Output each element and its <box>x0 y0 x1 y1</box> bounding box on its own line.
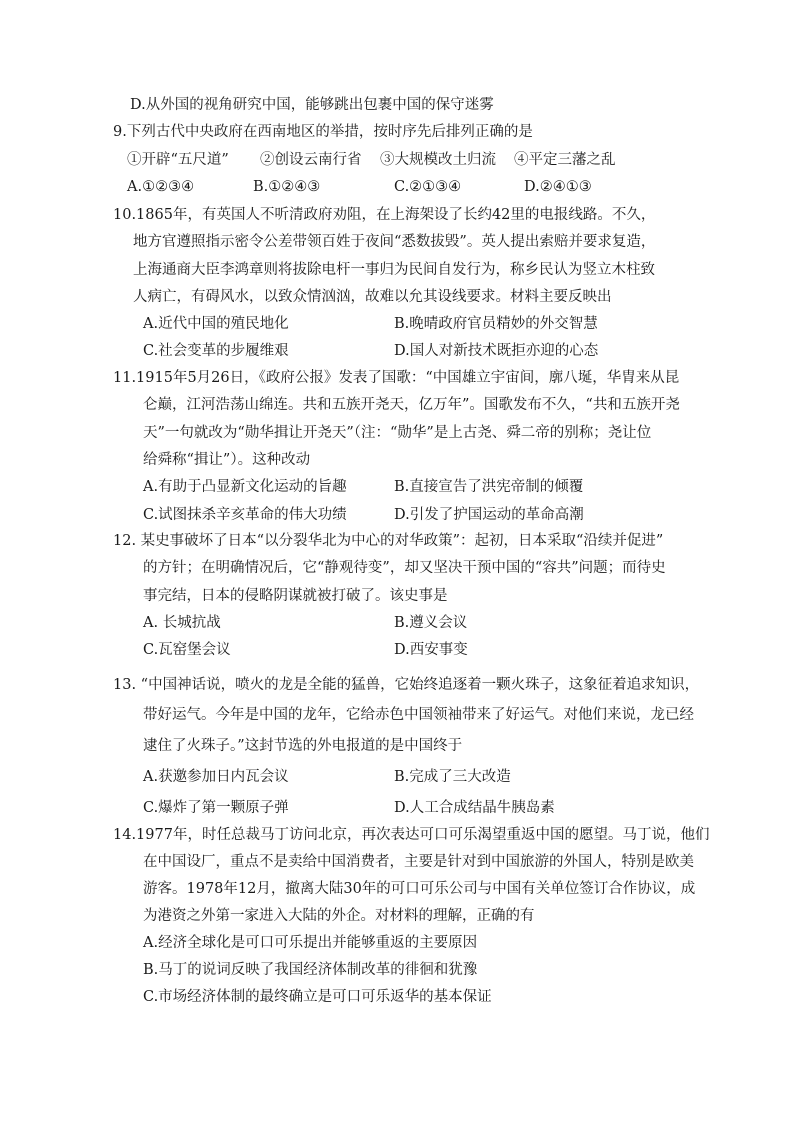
q14-option-b: B.马丁的说词反映了我国经济体制改革的徘徊和犹豫 <box>143 962 478 978</box>
q12-options-row-1 <box>143 613 643 633</box>
q14-line-2: 在中国设厂，重点不是卖给中国消费者，主要是针对到中国旅游的外国人，特别是欧美 <box>143 854 694 870</box>
q10-options-row-2 <box>143 341 643 361</box>
q11-options-row-1 <box>143 477 643 497</box>
q10-line-2: 地方官遵照指示密令公差带领百姓于夜间“悉数拔毁”。英人提出索赔并要求复造， <box>133 234 656 250</box>
q12-line-1: 12. 某史事破坏了日本“以分裂华北为中心的对华政策”：起初，日本采取“沿续并促进” <box>113 533 664 549</box>
q10-option-b: B.晚晴政府官员精妙的外交智慧 <box>394 316 598 332</box>
q12-option-b: B.遵义会议 <box>394 615 468 631</box>
q11-line-2: 仑巅，江河浩荡山绵连。共和五族开尧天，亿万年”。国歌发布不久，“共和五族开尧 <box>143 397 680 413</box>
q9-option-d: D.②④①③ <box>524 179 592 195</box>
q11-line-1: 11.1915年5月26日，《政府公报》发表了国歌：“中国雄立宇宙间，廓八埏，华胄来从昆 <box>113 370 680 386</box>
q13-option-d: D.人工合成结晶牛胰岛素 <box>394 800 555 816</box>
q10-options-row-1 <box>143 314 643 334</box>
q12-option-a: A. 长城抗战 <box>143 615 221 631</box>
q10-option-c: C.社会变革的步履维艰 <box>143 343 289 359</box>
q13-line-2: 带好运气。今年是中国的龙年，它给赤色中国领袖带来了好运气。对他们来说，龙已经 <box>143 707 694 723</box>
q10-option-a: A.近代中国的殖民地化 <box>143 316 289 332</box>
q14-line-1: 14.1977年，时任总裁马丁访问北京，再次表达可口可乐渴望重返中国的愿望。马丁说，他们 <box>113 827 710 843</box>
q10-line-1: 10.1865年，有英国人不听清政府劝阻，在上海架设了长约42里的电报线路。不久， <box>113 207 656 223</box>
q13-line-1: 13. “中国神话说，喷火的龙是全能的猛兽，它始终追逐着一颗火珠子，这象征着追求知识， <box>113 677 700 693</box>
q10-line-4: 人病亡，有碍风水，以致众情汹汹，故难以允其设线要求。材料主要反映出 <box>133 289 612 305</box>
q12-line-3: 事完结，日本的侵略阴谋就被打破了。该史事是 <box>143 588 448 604</box>
q9-item-1: ①开辟“五尺道” <box>127 152 229 168</box>
q9-option-b: B.①②④③ <box>253 179 321 195</box>
q9-option-c: C.②①③④ <box>394 179 462 195</box>
q11-option-c: C.试图抹杀辛亥革命的伟大功绩 <box>143 507 347 523</box>
q12-line-2: 的方针；在明确情况后，它“静观待变”，却又坚决干预中国的“容共”问题；而待史 <box>143 560 666 576</box>
q13-options-row-2 <box>143 798 643 818</box>
q14-option-a: A.经济全球化是可口可乐提出并能够重返的主要原因 <box>143 935 478 951</box>
q11-option-d: D.引发了护国运动的革命高潮 <box>394 507 584 523</box>
q13-option-c: C.爆炸了第一颗原子弹 <box>143 800 289 816</box>
q14-line-4: 为港资之外第一家进入大陆的外企。对材料的理解，正确的有 <box>143 908 535 924</box>
q10-line-3: 上海通商大臣李鸿章则将拔除电杆一事归为民间自发行为，称乡民认为竖立木柱致 <box>133 262 655 278</box>
q10-option-d: D.国人对新技术既拒亦迎的心态 <box>394 343 599 359</box>
q9-item-3: ③大规模改土归流 <box>380 152 496 168</box>
q13-options-row-1 <box>143 767 643 787</box>
q9-stem: 9.下列古代中央政府在西南地区的举措，按时序先后排列正确的是 <box>113 124 533 140</box>
q9-options <box>127 177 687 197</box>
q11-option-a: A.有助于凸显新文化运动的旨趣 <box>143 479 347 495</box>
q13-option-b: B.完成了三大改造 <box>394 769 511 785</box>
prev-question-option-d: D.从外国的视角研究中国，能够跳出包裹中国的保守迷雾 <box>130 97 494 113</box>
q9-item-2: ②创设云南行省 <box>260 152 362 168</box>
q12-option-d: D.西安事变 <box>394 642 468 658</box>
q14-option-c: C.市场经济体制的最终确立是可口可乐返华的基本保证 <box>143 989 492 1005</box>
q11-option-b: B.直接宣告了洪宪帝制的倾覆 <box>394 479 584 495</box>
q12-options-row-2 <box>143 640 643 660</box>
q9-items <box>127 150 687 170</box>
q13-option-a: A.获邀参加日内瓦会议 <box>143 769 289 785</box>
q14-line-3: 游客。1978年12月，撤离大陆30年的可口可乐公司与中国有关单位签订合作协议，成 <box>143 881 696 897</box>
q12-option-c: C.瓦窑堡会议 <box>143 642 231 658</box>
q9-item-4: ④平定三藩之乱 <box>514 152 616 168</box>
q11-options-row-2 <box>143 505 643 525</box>
q11-line-4: 给舜称“揖让”）。这种改动 <box>143 452 311 468</box>
q11-line-3: 天”一句就改为“勋华揖让开尧天”（注：“勋华”是上古尧、舜二帝的别称；尧让位 <box>143 425 652 441</box>
q13-line-3: 逮住了火珠子。”这封节选的外电报道的是中国终于 <box>143 738 463 754</box>
q9-option-a: A.①②③④ <box>127 179 195 195</box>
